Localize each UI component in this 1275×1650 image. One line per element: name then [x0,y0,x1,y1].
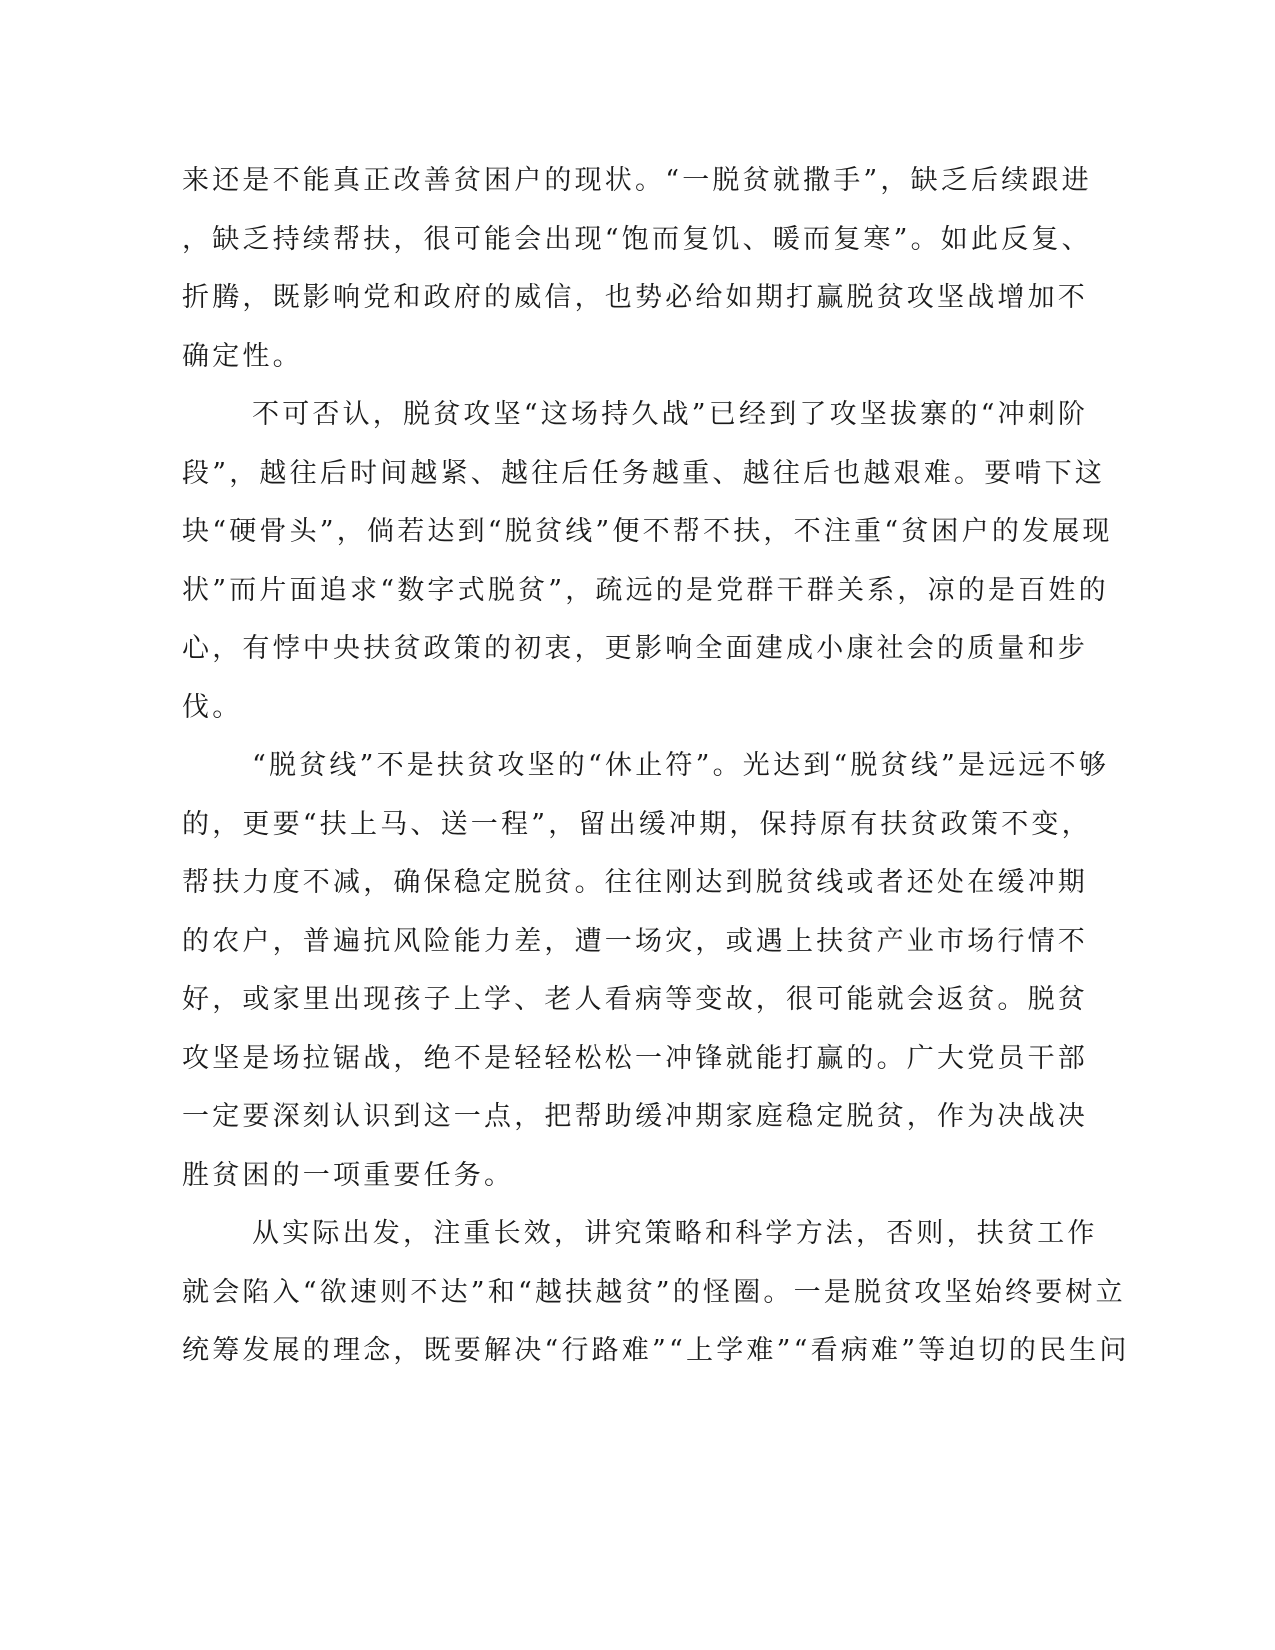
text-line: 来还是不能真正改善贫困户的现状。“一脱贫就撒手”，缺乏后续跟进 [182,165,1092,196]
text-line: 折腾，既影响党和政府的威信，也势必给如期打赢脱贫攻坚战增加不 [182,282,1088,313]
text-line: 确定性。 [182,340,303,372]
text-line: “脱贫线”不是扶贫攻坚的“休止符”。光达到“脱贫线”是远远不够 [252,750,1110,781]
text-line: 就会陷入“欲速则不达”和“越扶越贫”的怪圈。一是脱贫攻坚始终要树立 [182,1276,1126,1308]
text-line: 好，或家里出现孩子上学、老人看病等变故，很可能就会返贫。脱贫 [182,984,1088,1015]
text-line: 从实际出发，注重长效，讲究策略和科学方法，否则，扶贫工作 [252,1218,1098,1249]
text-line: 一定要深刻认识到这一点，把帮助缓冲期家庭稳定脱贫，作为决战决 [182,1101,1088,1132]
text-line: 胜贫困的一项重要任务。 [182,1159,515,1191]
text-line: 段”，越往后时间越紧、越往后任务越重、越往后也越艰难。要啃下这 [182,457,1106,489]
text-line: 心，有悖中央扶贫政策的初衷，更影响全面建成小康社会的质量和步 [182,633,1088,664]
text-line: ，缺乏持续帮扶，很可能会出现“饱而复饥、暖而复寒”。如此反复、 [182,223,1092,255]
text-line: 块“硬骨头”，倘若达到“脱贫线”便不帮不扶，不注重“贫困户的发展现 [182,516,1113,547]
text-line: 伐。 [182,691,243,723]
text-line: 攻坚是场拉锯战，绝不是轻轻松松一冲锋就能打赢的。广大党员干部 [182,1042,1088,1074]
text-line: 的农户，普遍抗风险能力差，遭一场灾，或遇上扶贫产业市场行情不 [182,925,1088,957]
document-body [182,152,1130,1381]
text-line: 的，更要“扶上马、送一程”，留出缓冲期，保持原有扶贫政策不变， [182,808,1092,840]
text-line: 不可否认，脱贫攻坚“这场持久战”已经到了攻坚拔寨的“冲刺阶 [252,399,1089,430]
text-line: 状”而片面追求“数字式脱贫”，疏远的是党群干群关系，凉的是百姓的 [182,574,1109,606]
text-line: 统筹发展的理念，既要解决“行路难”“上学难”“看病难”等迫切的民生问 [182,1335,1130,1366]
text-line: 帮扶力度不减，确保稳定脱贫。往往刚达到脱贫线或者还处在缓冲期 [182,867,1088,898]
